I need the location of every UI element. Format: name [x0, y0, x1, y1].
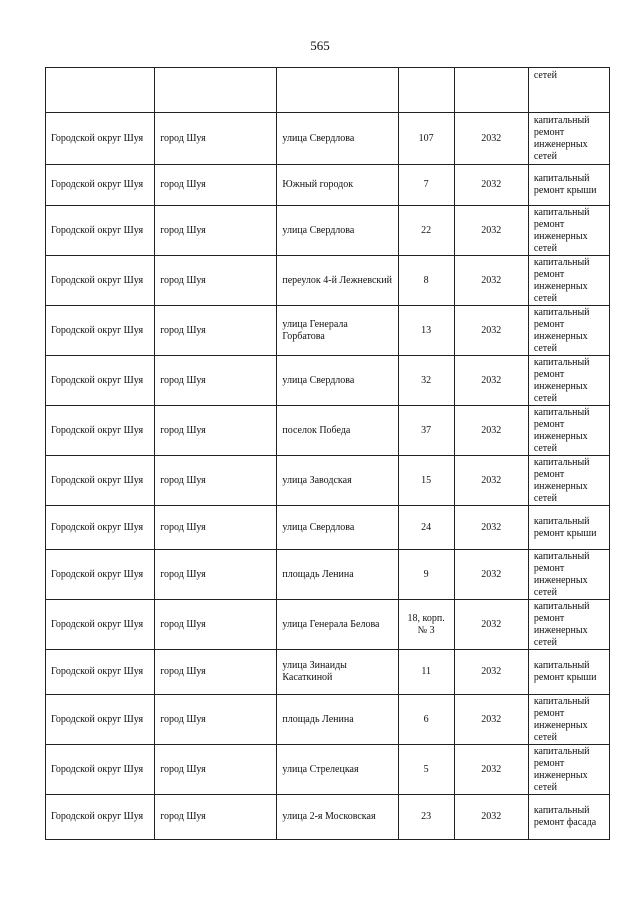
cell-municipality: Городской округ Шуя — [46, 745, 155, 795]
cell-municipality: Городской округ Шуя — [46, 506, 155, 550]
table-row — [46, 165, 610, 206]
cell-municipality: Городской округ Шуя — [46, 600, 155, 650]
cell-work: капитальный ремонт инженерных сетей — [528, 356, 609, 406]
registry-table-body — [46, 68, 610, 840]
cell-house: 37 — [398, 406, 454, 456]
table-row — [46, 306, 610, 356]
cell-city: город Шуя — [155, 206, 277, 256]
cell-municipality: Городской округ Шуя — [46, 256, 155, 306]
cell-street: переулок 4-й Лежневский — [277, 256, 398, 306]
cell-municipality: Городской округ Шуя — [46, 406, 155, 456]
cell-house: 15 — [398, 456, 454, 506]
table-row — [46, 550, 610, 600]
cell-house: 5 — [398, 745, 454, 795]
cell-street: улица Стрелецкая — [277, 745, 398, 795]
cell-city: город Шуя — [155, 306, 277, 356]
cell-year: 2032 — [454, 795, 528, 840]
cell-municipality: Городской округ Шуя — [46, 356, 155, 406]
cell-year: 2032 — [454, 165, 528, 206]
cell-city: город Шуя — [155, 695, 277, 745]
cell-street: улица Свердлова — [277, 113, 398, 165]
cell-street: поселок Победа — [277, 406, 398, 456]
cell-year: 2032 — [454, 406, 528, 456]
cell-work: капитальный ремонт инженерных сетей — [528, 550, 609, 600]
table-row — [46, 506, 610, 550]
cell-street: улица Свердлова — [277, 506, 398, 550]
cell-year: 2032 — [454, 650, 528, 695]
cell-city: город Шуя — [155, 456, 277, 506]
cell-year: 2032 — [454, 506, 528, 550]
cell-street: площадь Ленина — [277, 695, 398, 745]
table-row — [46, 695, 610, 745]
table-row — [46, 650, 610, 695]
table-row — [46, 745, 610, 795]
cell-street: площадь Ленина — [277, 550, 398, 600]
cell-street: улица Генерала Белова — [277, 600, 398, 650]
cell-city: город Шуя — [155, 256, 277, 306]
table-row-continued — [46, 68, 610, 113]
cell-work: капитальный ремонт инженерных сетей — [528, 745, 609, 795]
cell-street: улица Свердлова — [277, 206, 398, 256]
cell-city: город Шуя — [155, 406, 277, 456]
cell-year: 2032 — [454, 745, 528, 795]
cell-house: 22 — [398, 206, 454, 256]
cell-city: город Шуя — [155, 550, 277, 600]
cell-year: 2032 — [454, 550, 528, 600]
cell-year: 2032 — [454, 356, 528, 406]
cell-house — [398, 68, 454, 113]
cell-year: 2032 — [454, 256, 528, 306]
table-row — [46, 795, 610, 840]
cell-work: капитальный ремонт фасада — [528, 795, 609, 840]
cell-work: капитальный ремонт инженерных сетей — [528, 306, 609, 356]
cell-house: 32 — [398, 356, 454, 406]
cell-house: 7 — [398, 165, 454, 206]
cell-house: 107 — [398, 113, 454, 165]
cell-house: 18, корп. № 3 — [398, 600, 454, 650]
cell-municipality — [46, 68, 155, 113]
cell-work: капитальный ремонт инженерных сетей — [528, 406, 609, 456]
cell-municipality: Городской округ Шуя — [46, 456, 155, 506]
cell-work: капитальный ремонт инженерных сетей — [528, 600, 609, 650]
cell-work: капитальный ремонт крыши — [528, 506, 609, 550]
cell-city: город Шуя — [155, 600, 277, 650]
cell-municipality: Городской округ Шуя — [46, 695, 155, 745]
cell-city: город Шуя — [155, 650, 277, 695]
table-row — [46, 456, 610, 506]
cell-work: капитальный ремонт инженерных сетей — [528, 206, 609, 256]
registry-table — [45, 67, 610, 840]
cell-house: 23 — [398, 795, 454, 840]
cell-year — [454, 68, 528, 113]
cell-city: город Шуя — [155, 113, 277, 165]
cell-year: 2032 — [454, 600, 528, 650]
cell-municipality: Городской округ Шуя — [46, 795, 155, 840]
cell-municipality: Городской округ Шуя — [46, 206, 155, 256]
cell-house: 8 — [398, 256, 454, 306]
cell-street: Южный городок — [277, 165, 398, 206]
cell-city: город Шуя — [155, 165, 277, 206]
cell-municipality: Городской округ Шуя — [46, 650, 155, 695]
cell-work: капитальный ремонт инженерных сетей — [528, 113, 609, 165]
cell-street — [277, 68, 398, 113]
page-number: 565 — [310, 38, 330, 53]
cell-municipality: Городской округ Шуя — [46, 550, 155, 600]
cell-street: улица Генерала Горбатова — [277, 306, 398, 356]
table-row — [46, 356, 610, 406]
cell-work: капитальный ремонт инженерных сетей — [528, 695, 609, 745]
cell-city: город Шуя — [155, 745, 277, 795]
cell-house: 9 — [398, 550, 454, 600]
table-row — [46, 600, 610, 650]
cell-house: 13 — [398, 306, 454, 356]
cell-municipality: Городской округ Шуя — [46, 165, 155, 206]
cell-city — [155, 68, 277, 113]
cell-house: 24 — [398, 506, 454, 550]
cell-work: капитальный ремонт крыши — [528, 165, 609, 206]
table-row — [46, 113, 610, 165]
cell-year: 2032 — [454, 113, 528, 165]
table-row — [46, 406, 610, 456]
table-row — [46, 206, 610, 256]
cell-city: город Шуя — [155, 506, 277, 550]
cell-year: 2032 — [454, 695, 528, 745]
cell-work: капитальный ремонт инженерных сетей — [528, 256, 609, 306]
cell-work: сетей — [528, 68, 609, 113]
cell-house: 11 — [398, 650, 454, 695]
cell-street: улица Заводская — [277, 456, 398, 506]
cell-municipality: Городской округ Шуя — [46, 113, 155, 165]
cell-street: улица 2-я Московская — [277, 795, 398, 840]
cell-house: 6 — [398, 695, 454, 745]
cell-year: 2032 — [454, 456, 528, 506]
cell-city: город Шуя — [155, 356, 277, 406]
cell-street: улица Свердлова — [277, 356, 398, 406]
cell-year: 2032 — [454, 206, 528, 256]
cell-year: 2032 — [454, 306, 528, 356]
cell-city: город Шуя — [155, 795, 277, 840]
table-row — [46, 256, 610, 306]
cell-municipality: Городской округ Шуя — [46, 306, 155, 356]
cell-street: улица Зинаиды Касаткиной — [277, 650, 398, 695]
cell-work: капитальный ремонт инженерных сетей — [528, 456, 609, 506]
cell-work: капитальный ремонт крыши — [528, 650, 609, 695]
